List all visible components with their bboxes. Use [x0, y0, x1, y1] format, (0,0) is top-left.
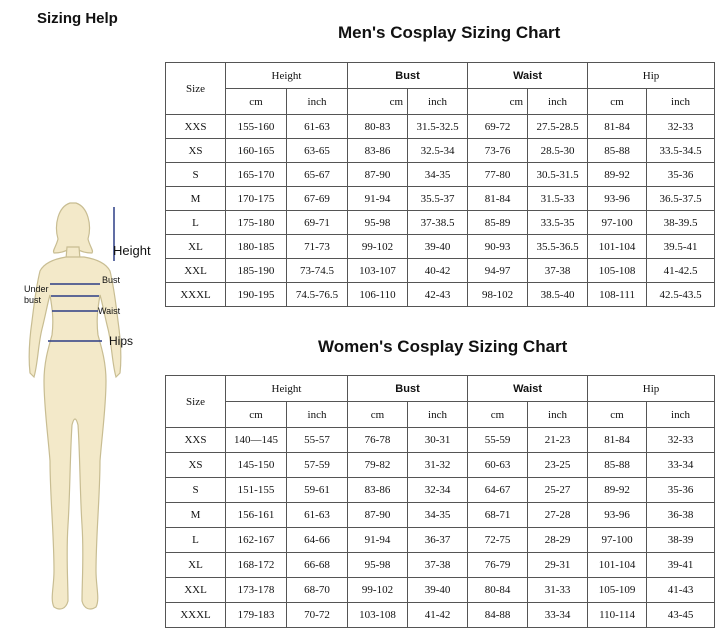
subheader-cm: cm [588, 89, 647, 115]
header-height: Height [226, 376, 348, 402]
table-cell: 98-102 [468, 283, 528, 307]
table-row [166, 453, 715, 478]
table-cell: 185-190 [226, 259, 287, 283]
table-cell: 94-97 [468, 259, 528, 283]
table-cell: 37-38 [408, 553, 468, 578]
body-figure [14, 195, 164, 638]
table-cell: 32.5-34 [408, 139, 468, 163]
subheader-inch: inch [647, 402, 715, 428]
table-cell: 179-183 [226, 603, 287, 628]
subheader-cm: cm [348, 402, 408, 428]
table-cell: 97-100 [588, 211, 647, 235]
table-cell: 35.5-36.5 [528, 235, 588, 259]
table-cell: 91-94 [348, 187, 408, 211]
subheader-cm: cm [226, 402, 287, 428]
size-cell: XXS [166, 428, 226, 453]
size-cell: M [166, 187, 226, 211]
table-cell: 83-86 [348, 478, 408, 503]
table-cell: 87-90 [348, 163, 408, 187]
subheader-cm: cm [226, 89, 287, 115]
table-cell: 35-36 [647, 163, 715, 187]
body-silhouette-icon [14, 195, 164, 638]
header-hip: Hip [588, 63, 715, 89]
subheader-inch: inch [528, 89, 588, 115]
table-cell: 74.5-76.5 [287, 283, 348, 307]
table-cell: 110-114 [588, 603, 647, 628]
table-cell: 36-37 [408, 528, 468, 553]
table-cell: 32-34 [408, 478, 468, 503]
size-cell: XS [166, 453, 226, 478]
table-cell: 67-69 [287, 187, 348, 211]
men-chart-title: Men's Cosplay Sizing Chart [338, 23, 561, 42]
table-row [166, 553, 715, 578]
table-cell: 40-42 [408, 259, 468, 283]
table-row [166, 187, 715, 211]
table-cell: 27-28 [528, 503, 588, 528]
table-cell: 35-36 [647, 478, 715, 503]
subheader-cm: cm [588, 402, 647, 428]
table-cell: 36.5-37.5 [647, 187, 715, 211]
table-cell: 61-63 [287, 503, 348, 528]
table-row [166, 283, 715, 307]
table-cell: 34-35 [408, 163, 468, 187]
table-cell: 80-84 [468, 578, 528, 603]
table-cell: 36-38 [647, 503, 715, 528]
subheader-cm: cm [348, 89, 408, 115]
table-cell: 64-66 [287, 528, 348, 553]
table-cell: 39-40 [408, 578, 468, 603]
header-height: Height [226, 63, 348, 89]
table-cell: 39-41 [647, 553, 715, 578]
table-cell: 42-43 [408, 283, 468, 307]
size-cell: XL [166, 553, 226, 578]
table-cell: 81-84 [588, 428, 647, 453]
table-cell: 30-31 [408, 428, 468, 453]
table-cell: 89-92 [588, 478, 647, 503]
table-cell: 73-76 [468, 139, 528, 163]
table-cell: 91-94 [348, 528, 408, 553]
table-cell: 55-57 [287, 428, 348, 453]
table-cell: 80-83 [348, 115, 408, 139]
table-cell: 140—145 [226, 428, 287, 453]
table-cell: 39-40 [408, 235, 468, 259]
table-cell: 70-72 [287, 603, 348, 628]
table-row [166, 259, 715, 283]
size-cell: L [166, 211, 226, 235]
table-cell: 89-92 [588, 163, 647, 187]
table-cell: 41-42.5 [647, 259, 715, 283]
table-cell: 43-45 [647, 603, 715, 628]
table-cell: 72-75 [468, 528, 528, 553]
table-cell: 175-180 [226, 211, 287, 235]
table-cell: 37-38 [528, 259, 588, 283]
size-cell: M [166, 503, 226, 528]
header-size: Size [166, 63, 226, 115]
table-cell: 99-102 [348, 578, 408, 603]
table-cell: 32-33 [647, 115, 715, 139]
table-cell: 173-178 [226, 578, 287, 603]
table-cell: 77-80 [468, 163, 528, 187]
table-cell: 31.5-33 [528, 187, 588, 211]
header-hip: Hip [588, 376, 715, 402]
table-row [166, 211, 715, 235]
table-row [166, 235, 715, 259]
size-cell: S [166, 478, 226, 503]
size-cell: XXXL [166, 603, 226, 628]
table-row [166, 478, 715, 503]
table-cell: 101-104 [588, 553, 647, 578]
table-cell: 160-165 [226, 139, 287, 163]
table-cell: 38-39 [647, 528, 715, 553]
table-cell: 63-65 [287, 139, 348, 163]
table-cell: 93-96 [588, 187, 647, 211]
table-cell: 101-104 [588, 235, 647, 259]
subheader-inch: inch [528, 402, 588, 428]
figure-label-waist: Waist [98, 306, 121, 316]
table-cell: 105-109 [588, 578, 647, 603]
table-cell: 32-33 [647, 428, 715, 453]
subheader-inch: inch [647, 89, 715, 115]
figure-label-bust: Bust [102, 275, 121, 285]
table-cell: 42.5-43.5 [647, 283, 715, 307]
table-cell: 55-59 [468, 428, 528, 453]
table-cell: 27.5-28.5 [528, 115, 588, 139]
table-cell: 103-108 [348, 603, 408, 628]
table-cell: 106-110 [348, 283, 408, 307]
table-cell: 30.5-31.5 [528, 163, 588, 187]
table-cell: 69-71 [287, 211, 348, 235]
men-size-table [165, 62, 715, 307]
table-cell: 37-38.5 [408, 211, 468, 235]
table-cell: 69-72 [468, 115, 528, 139]
subheader-inch: inch [408, 89, 468, 115]
table-cell: 165-170 [226, 163, 287, 187]
table-cell: 39.5-41 [647, 235, 715, 259]
table-cell: 25-27 [528, 478, 588, 503]
size-cell: XL [166, 235, 226, 259]
table-cell: 60-63 [468, 453, 528, 478]
header-waist: Waist [468, 376, 588, 402]
header-bust: Bust [348, 376, 468, 402]
table-cell: 105-108 [588, 259, 647, 283]
table-cell: 85-88 [588, 453, 647, 478]
table-cell: 151-155 [226, 478, 287, 503]
table-cell: 35.5-37 [408, 187, 468, 211]
table-cell: 33-34 [647, 453, 715, 478]
table-cell: 59-61 [287, 478, 348, 503]
page-title: Sizing Help [37, 10, 118, 27]
subheader-cm: cm [468, 89, 528, 115]
header-waist: Waist [468, 63, 588, 89]
table-cell: 84-88 [468, 603, 528, 628]
table-cell: 168-172 [226, 553, 287, 578]
size-cell: XXS [166, 115, 226, 139]
table-cell: 190-195 [226, 283, 287, 307]
table-row [166, 503, 715, 528]
subheader-inch: inch [287, 89, 348, 115]
table-cell: 31.5-32.5 [408, 115, 468, 139]
subheader-cm: cm [468, 402, 528, 428]
size-cell: XXL [166, 578, 226, 603]
header-size: Size [166, 376, 226, 428]
figure-label-hips: Hips [109, 334, 134, 348]
table-row [166, 603, 715, 628]
table-cell: 73-74.5 [287, 259, 348, 283]
table-row [166, 428, 715, 453]
table-cell: 83-86 [348, 139, 408, 163]
table-cell: 95-98 [348, 211, 408, 235]
women-chart-title: Women's Cosplay Sizing Chart [318, 337, 568, 356]
table-row [166, 528, 715, 553]
table-cell: 103-107 [348, 259, 408, 283]
women-size-table [165, 375, 715, 628]
size-cell: XXXL [166, 283, 226, 307]
table-cell: 68-71 [468, 503, 528, 528]
table-cell: 31-33 [528, 578, 588, 603]
table-cell: 33.5-34.5 [647, 139, 715, 163]
subheader-inch: inch [408, 402, 468, 428]
table-cell: 68-70 [287, 578, 348, 603]
table-cell: 34-35 [408, 503, 468, 528]
table-cell: 41-43 [647, 578, 715, 603]
table-cell: 97-100 [588, 528, 647, 553]
table-row [166, 139, 715, 163]
table-cell: 23-25 [528, 453, 588, 478]
table-cell: 85-89 [468, 211, 528, 235]
table-cell: 33-34 [528, 603, 588, 628]
figure-label-height: Height [113, 243, 151, 258]
size-cell: XXL [166, 259, 226, 283]
subheader-inch: inch [287, 402, 348, 428]
table-row [166, 578, 715, 603]
table-cell: 145-150 [226, 453, 287, 478]
table-cell: 79-82 [348, 453, 408, 478]
table-cell: 81-84 [588, 115, 647, 139]
table-row [166, 163, 715, 187]
table-cell: 162-167 [226, 528, 287, 553]
table-cell: 66-68 [287, 553, 348, 578]
table-cell: 93-96 [588, 503, 647, 528]
table-cell: 76-78 [348, 428, 408, 453]
table-cell: 71-73 [287, 235, 348, 259]
size-cell: XS [166, 139, 226, 163]
table-cell: 156-161 [226, 503, 287, 528]
table-cell: 28.5-30 [528, 139, 588, 163]
figure-label-underbust: Under bust [24, 284, 49, 305]
table-cell: 87-90 [348, 503, 408, 528]
table-cell: 57-59 [287, 453, 348, 478]
table-cell: 61-63 [287, 115, 348, 139]
table-cell: 90-93 [468, 235, 528, 259]
table-cell: 29-31 [528, 553, 588, 578]
table-cell: 64-67 [468, 478, 528, 503]
table-cell: 95-98 [348, 553, 408, 578]
table-cell: 41-42 [408, 603, 468, 628]
table-cell: 108-111 [588, 283, 647, 307]
table-cell: 65-67 [287, 163, 348, 187]
table-cell: 76-79 [468, 553, 528, 578]
table-cell: 180-185 [226, 235, 287, 259]
table-cell: 31-32 [408, 453, 468, 478]
table-cell: 99-102 [348, 235, 408, 259]
table-cell: 170-175 [226, 187, 287, 211]
table-cell: 21-23 [528, 428, 588, 453]
table-cell: 38-39.5 [647, 211, 715, 235]
table-cell: 155-160 [226, 115, 287, 139]
table-cell: 81-84 [468, 187, 528, 211]
size-cell: L [166, 528, 226, 553]
table-cell: 28-29 [528, 528, 588, 553]
table-cell: 38.5-40 [528, 283, 588, 307]
size-cell: S [166, 163, 226, 187]
table-cell: 33.5-35 [528, 211, 588, 235]
table-row [166, 115, 715, 139]
table-cell: 85-88 [588, 139, 647, 163]
header-bust: Bust [348, 63, 468, 89]
